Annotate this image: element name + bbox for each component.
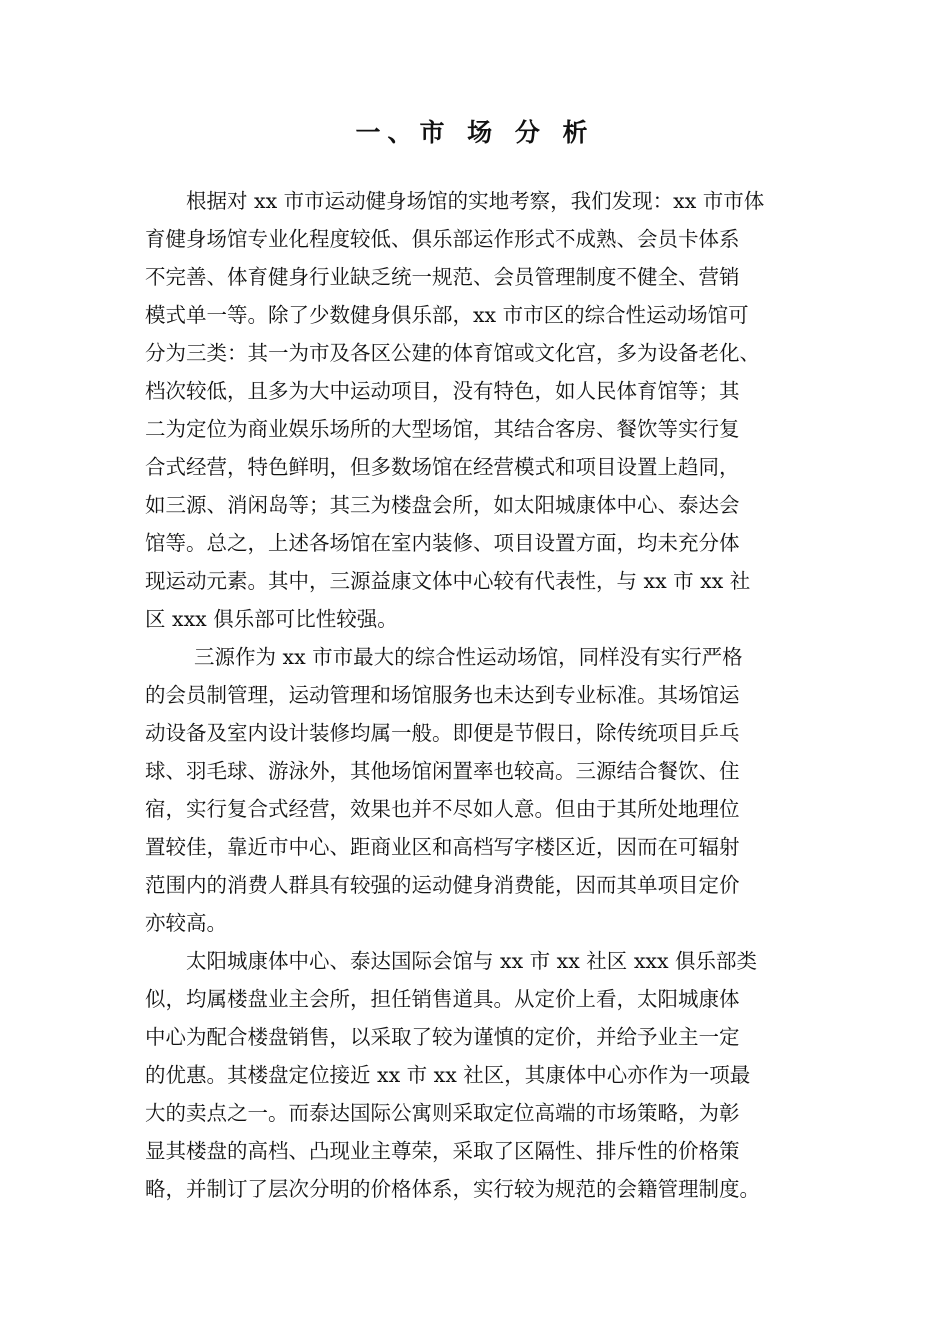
text-line: 根据对 xx 市市运动健身场馆的实地考察，我们发现：xx 市市体 bbox=[186, 189, 765, 213]
text-line: 太阳城康体中心、泰达国际会馆与 xx 市 xx 社区 xxx 俱乐部类 bbox=[186, 949, 758, 973]
text-line: 亦较高。 bbox=[145, 911, 227, 935]
text-line: 显其楼盘的高档、凸现业主尊荣，采取了区隔性、排斥性的价格策 bbox=[145, 1139, 740, 1163]
text-line: 略，并制订了层次分明的价格体系，实行较为规范的会籍管理制度。 bbox=[145, 1177, 760, 1201]
text-line: 中心为配合楼盘销售，以采取了较为谨慎的定价，并给予业主一定 bbox=[145, 1025, 740, 1049]
text-line: 区 xxx 俱乐部可比性较强。 bbox=[145, 607, 398, 631]
paragraph-2 bbox=[145, 638, 825, 942]
text-line: 置较佳，靠近市中心、距商业区和高档写字楼区近，因而在可辐射 bbox=[145, 835, 740, 859]
text-line: 三源作为 xx 市市最大的综合性运动场馆，同样没有实行严格 bbox=[194, 645, 743, 669]
text-line: 的优惠。其楼盘定位接近 xx 市 xx 社区，其康体中心亦作为一项最 bbox=[145, 1063, 751, 1087]
text-line: 不完善、体育健身行业缺乏统一规范、会员管理制度不健全、营销 bbox=[145, 265, 740, 289]
text-line: 宿，实行复合式经营，效果也并不尽如人意。但由于其所处地理位 bbox=[145, 797, 740, 821]
text-line: 如三源、消闲岛等；其三为楼盘会所，如太阳城康体中心、泰达会 bbox=[145, 493, 740, 517]
text-line: 球、羽毛球、游泳外，其他场馆闲置率也较高。三源结合餐饮、住 bbox=[145, 759, 740, 783]
text-line: 二为定位为商业娱乐场所的大型场馆，其结合客房、餐饮等实行复 bbox=[145, 417, 740, 441]
text-line: 育健身场馆专业化程度较低、俱乐部运作形式不成熟、会员卡体系 bbox=[145, 227, 740, 251]
text-line: 模式单一等。除了少数健身俱乐部，xx 市市区的综合性运动场馆可 bbox=[145, 303, 749, 327]
text-line: 档次较低，且多为大中运动项目，没有特色，如人民体育馆等；其 bbox=[145, 379, 740, 403]
text-line: 馆等。总之，上述各场馆在室内装修、项目设置方面，均未充分体 bbox=[145, 531, 740, 555]
text-line: 似，均属楼盘业主会所，担任销售道具。从定价上看，太阳城康体 bbox=[145, 987, 740, 1011]
text-line: 现运动元素。其中，三源益康文体中心较有代表性，与 xx 市 xx 社 bbox=[145, 569, 751, 593]
paragraph-3 bbox=[145, 942, 825, 1208]
section-title: 一、市 场 分 析 bbox=[355, 118, 595, 147]
text-line: 的会员制管理，运动管理和场馆服务也未达到专业标准。其场馆运 bbox=[145, 683, 740, 707]
text-line: 动设备及室内设计装修均属一般。即便是节假日，除传统项目乒乓 bbox=[145, 721, 740, 745]
paragraph-1 bbox=[145, 182, 825, 638]
text-line: 大的卖点之一。而泰达国际公寓则采取定位高端的市场策略，为彰 bbox=[145, 1101, 740, 1125]
text-line: 合式经营，特色鲜明，但多数场馆在经营模式和项目设置上趋同， bbox=[145, 455, 740, 479]
text-line: 分为三类：其一为市及各区公建的体育馆或文化宫，多为设备老化、 bbox=[145, 341, 760, 365]
body-text bbox=[145, 182, 825, 1208]
text-line: 范围内的消费人群具有较强的运动健身消费能，因而其单项目定价 bbox=[145, 873, 740, 897]
